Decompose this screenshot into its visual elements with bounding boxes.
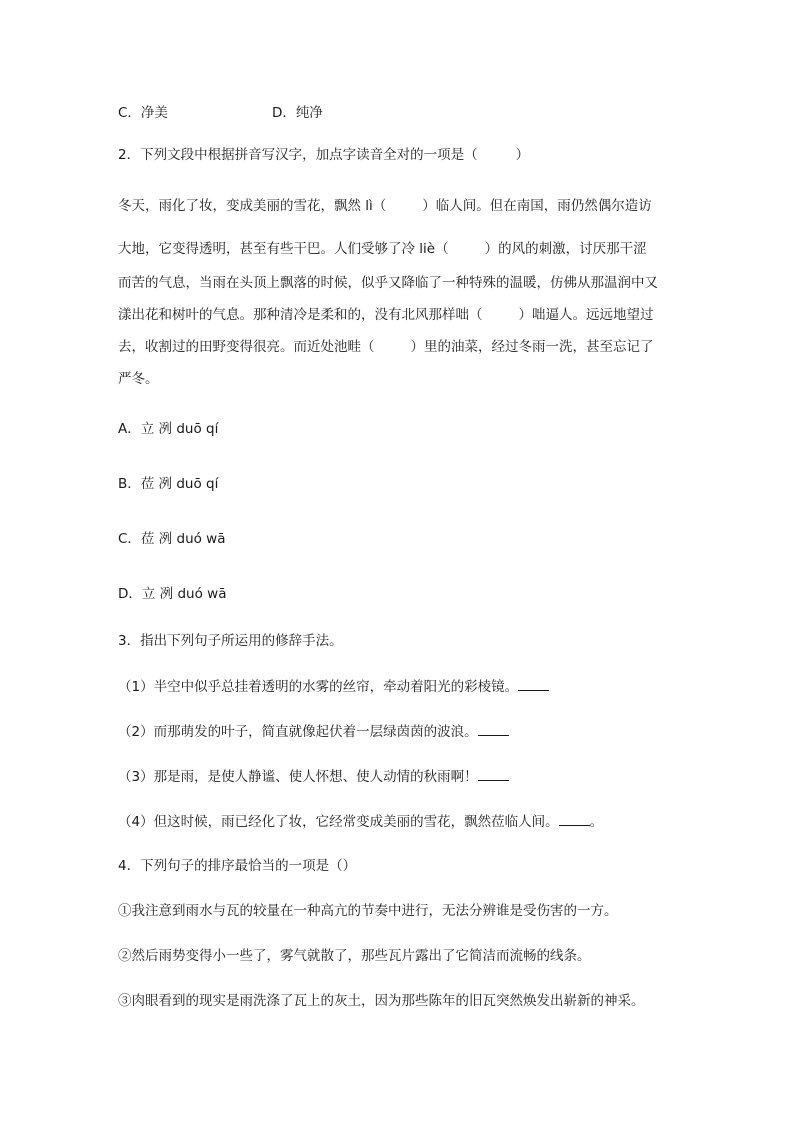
q3-item-2 bbox=[118, 723, 509, 741]
q4-sentence-3: ③肉眼看到的现实是雨洗涤了瓦上的灰土，因为那些陈年的旧瓦突然焕发出崭新的神采。 bbox=[118, 993, 645, 1009]
q3-item-3 bbox=[118, 768, 509, 786]
option-d: D．立 冽 duó wā bbox=[118, 586, 227, 602]
passage-text: 去，收割过的田野变得很亮。而近处池畦（ bbox=[118, 339, 375, 355]
option-c: C．净美 bbox=[118, 105, 168, 121]
item-text: （1）半空中似乎总挂着透明的水雾的丝帘，牵动着阳光的彩棱镜。 bbox=[118, 679, 519, 695]
item-end: 。 bbox=[589, 814, 604, 830]
item-text: （3）那是雨，是使人静谧、使人怀想、使人动情的秋雨啊！ bbox=[118, 769, 478, 785]
passage-line-2 bbox=[118, 240, 647, 258]
passage-line-3: 而苦的气息，当雨在头顶上飘落的时候，似乎又降临了一种特殊的温暖，仿佛从那温润中又 bbox=[118, 275, 658, 291]
passage-text: ）的风的刺激，讨厌那干涩 bbox=[484, 241, 647, 257]
option-a: A．立 冽 duō qí bbox=[118, 421, 219, 437]
option-d: D．纯净 bbox=[272, 105, 323, 121]
passage-text: ）咄逼人。远远地望过 bbox=[518, 307, 654, 323]
q4-sentence-1: ①我注意到雨水与瓦的较量在一种高亢的节奏中进行，无法分辨谁是受伤害的一方。 bbox=[118, 903, 618, 919]
q3-item-4 bbox=[118, 813, 603, 831]
answer-blank[interactable] bbox=[478, 723, 509, 736]
question-2-stem-text: 2．下列文段中根据拼音写汉字，加点字读音全对的一项是（ bbox=[118, 147, 478, 163]
q4-sentence-2: ②然后雨势变得小一些了，雾气就散了，那些瓦片露出了它简洁而流畅的线条。 bbox=[118, 948, 591, 964]
passage-text: 漾出花和树叶的气息。那种清冷是柔和的，没有北风那样咄（ bbox=[118, 307, 483, 323]
passage-text: ）里的油菜，经过冬雨一洗，甚至忘记了 bbox=[410, 339, 654, 355]
passage-text: 冬天，雨化了妆，变成美丽的雪花，飘然 lì（ bbox=[118, 198, 387, 214]
question-2-stem-close: ） bbox=[515, 147, 530, 163]
option-b: B．莅 冽 duō qí bbox=[118, 476, 219, 492]
passage-line-1 bbox=[118, 197, 652, 215]
answer-blank[interactable] bbox=[478, 768, 509, 781]
passage-text: 大地，它变得透明，甚至有些干巴。人们受够了冷 liè（ bbox=[118, 241, 449, 257]
item-text: （4）但这时候，雨已经化了妆，它经常变成美丽的雪花，飘然莅临人间。 bbox=[118, 814, 559, 830]
q3-item-1 bbox=[118, 678, 549, 696]
passage-line-4 bbox=[118, 306, 654, 324]
answer-blank[interactable] bbox=[518, 678, 549, 691]
passage-text: ）临人间。但在南国，雨仍然偶尔造访 bbox=[422, 198, 652, 214]
question-4-stem: 4．下列句子的排序最恰当的一项是（） bbox=[118, 858, 357, 874]
passage-line-6: 严冬。 bbox=[118, 371, 159, 387]
question-2-stem bbox=[118, 146, 529, 164]
item-text: （2）而那萌发的叶子，简直就像起伏着一层绿茵茵的波浪。 bbox=[118, 724, 478, 740]
answer-blank[interactable] bbox=[559, 813, 590, 826]
option-c: C．莅 冽 duó wā bbox=[118, 531, 226, 547]
question-3-stem: 3．指出下列句子所运用的修辞手法。 bbox=[118, 633, 343, 649]
passage-line-5 bbox=[118, 338, 654, 356]
